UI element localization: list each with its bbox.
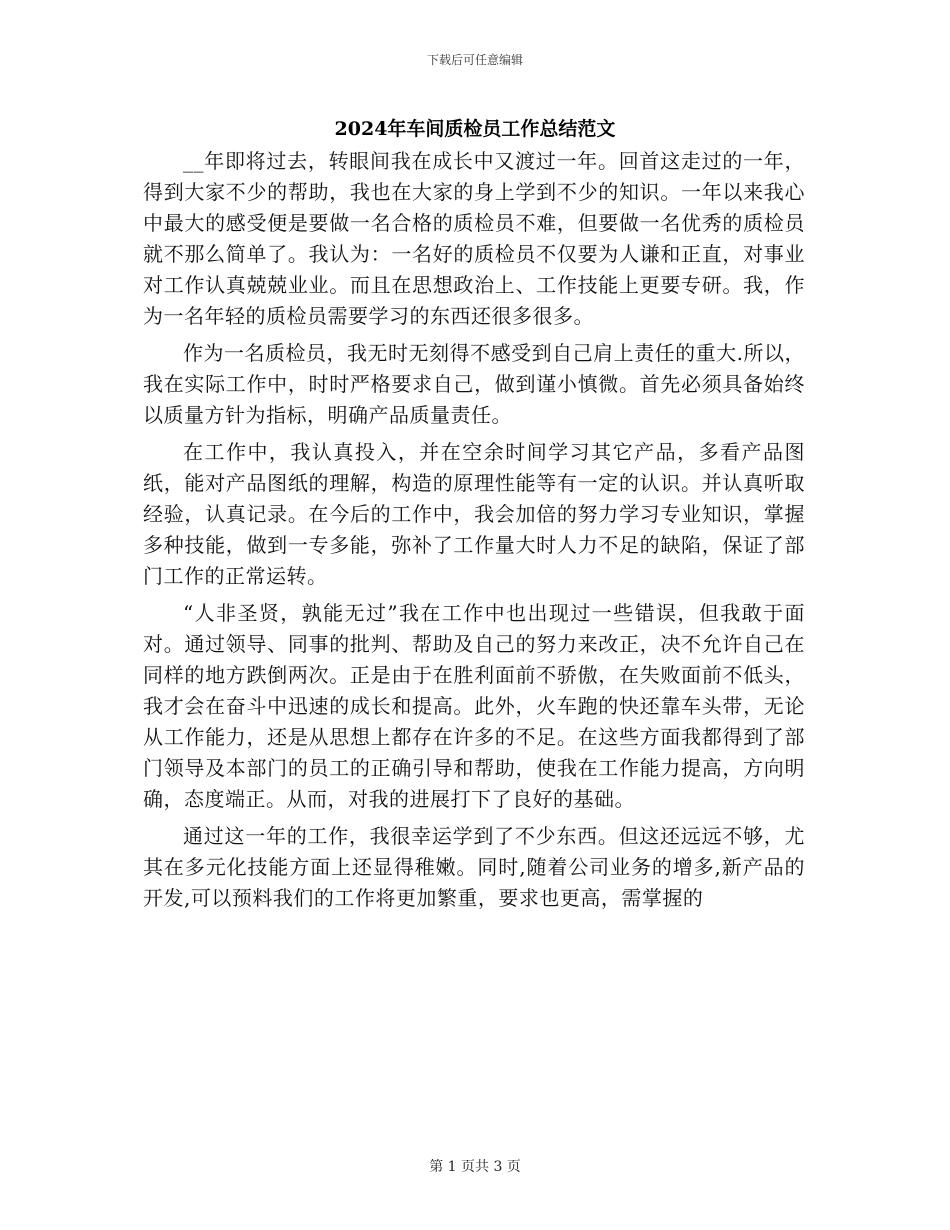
page-number-footer: 第 1 页共 3 页	[429, 1159, 521, 1175]
paragraph-4: “人非圣贤，孰能无过”我在工作中也出现过一些错误，但我敢于面对。通过领导、同事的批判、帮助及自己的努力来改正，决不允许自己在同样的地方跌倒两次。正是由于在胜利面前不骄傲，在失败面前不低头，我才会在奋斗中迅速的成长和提高。此外，火车跑的快还靠车头带，无论从工作能力，还是从思想上都存在许多的不足。在这些方面我都得到了部门领导及本部门的员工的正确引导和帮助，使我在工作能力提高，方向明确，态度端正。从而，对我的进展打下了良好的基础。	[143, 601, 805, 811]
paragraph-1: __年即将过去，转眼间我在成长中又渡过一年。回首这走过的一年，得到大家不少的帮助，我也在大家的身上学到不少的知识。一年以来我心中最大的感受便是要做一名合格的质检员不难，但要做一名优秀的质检员就不那么简单了。我认为：一名好的质检员不仅要为人谦和正直，对事业对工作认真兢兢业业。而且在思想政治上、工作技能上更要专研。我，作为一名年轻的质检员需要学习的东西还很多很多。	[143, 149, 805, 328]
paragraph-5: 通过这一年的工作，我很幸运学到了不少东西。但这还远远不够，尤其在多元化技能方面上还显得稚嫩。同时,随着公司业务的增多,新产品的开发,可以预料我们的工作将更加繁重，要求也更高，需掌握的	[143, 824, 805, 910]
paragraph-3: 在工作中，我认真投入，并在空余时间学习其它产品，多看产品图纸，能对产品图纸的理解，构造的原理性能等有一定的认识。并认真听取经验，认真记录。在今后的工作中，我会加倍的努力学习专业知识，掌握多种技能，做到一专多能，弥补了工作量大时人力不足的缺陷，保证了部门工作的正常运转。	[143, 440, 805, 588]
document-body	[143, 146, 805, 920]
page-header-note: 下载后可任意编辑	[426, 53, 523, 67]
paragraph-2: 作为一名质检员，我无时无刻得不感受到自己肩上责任的重大.所以，我在实际工作中，时时严格要求自己，做到谨小慎微。首先必须具备始终以质量方针为指标，明确产品质量责任。	[143, 341, 805, 427]
document-title: 2024年车间质检员工作总结范文	[334, 118, 616, 140]
